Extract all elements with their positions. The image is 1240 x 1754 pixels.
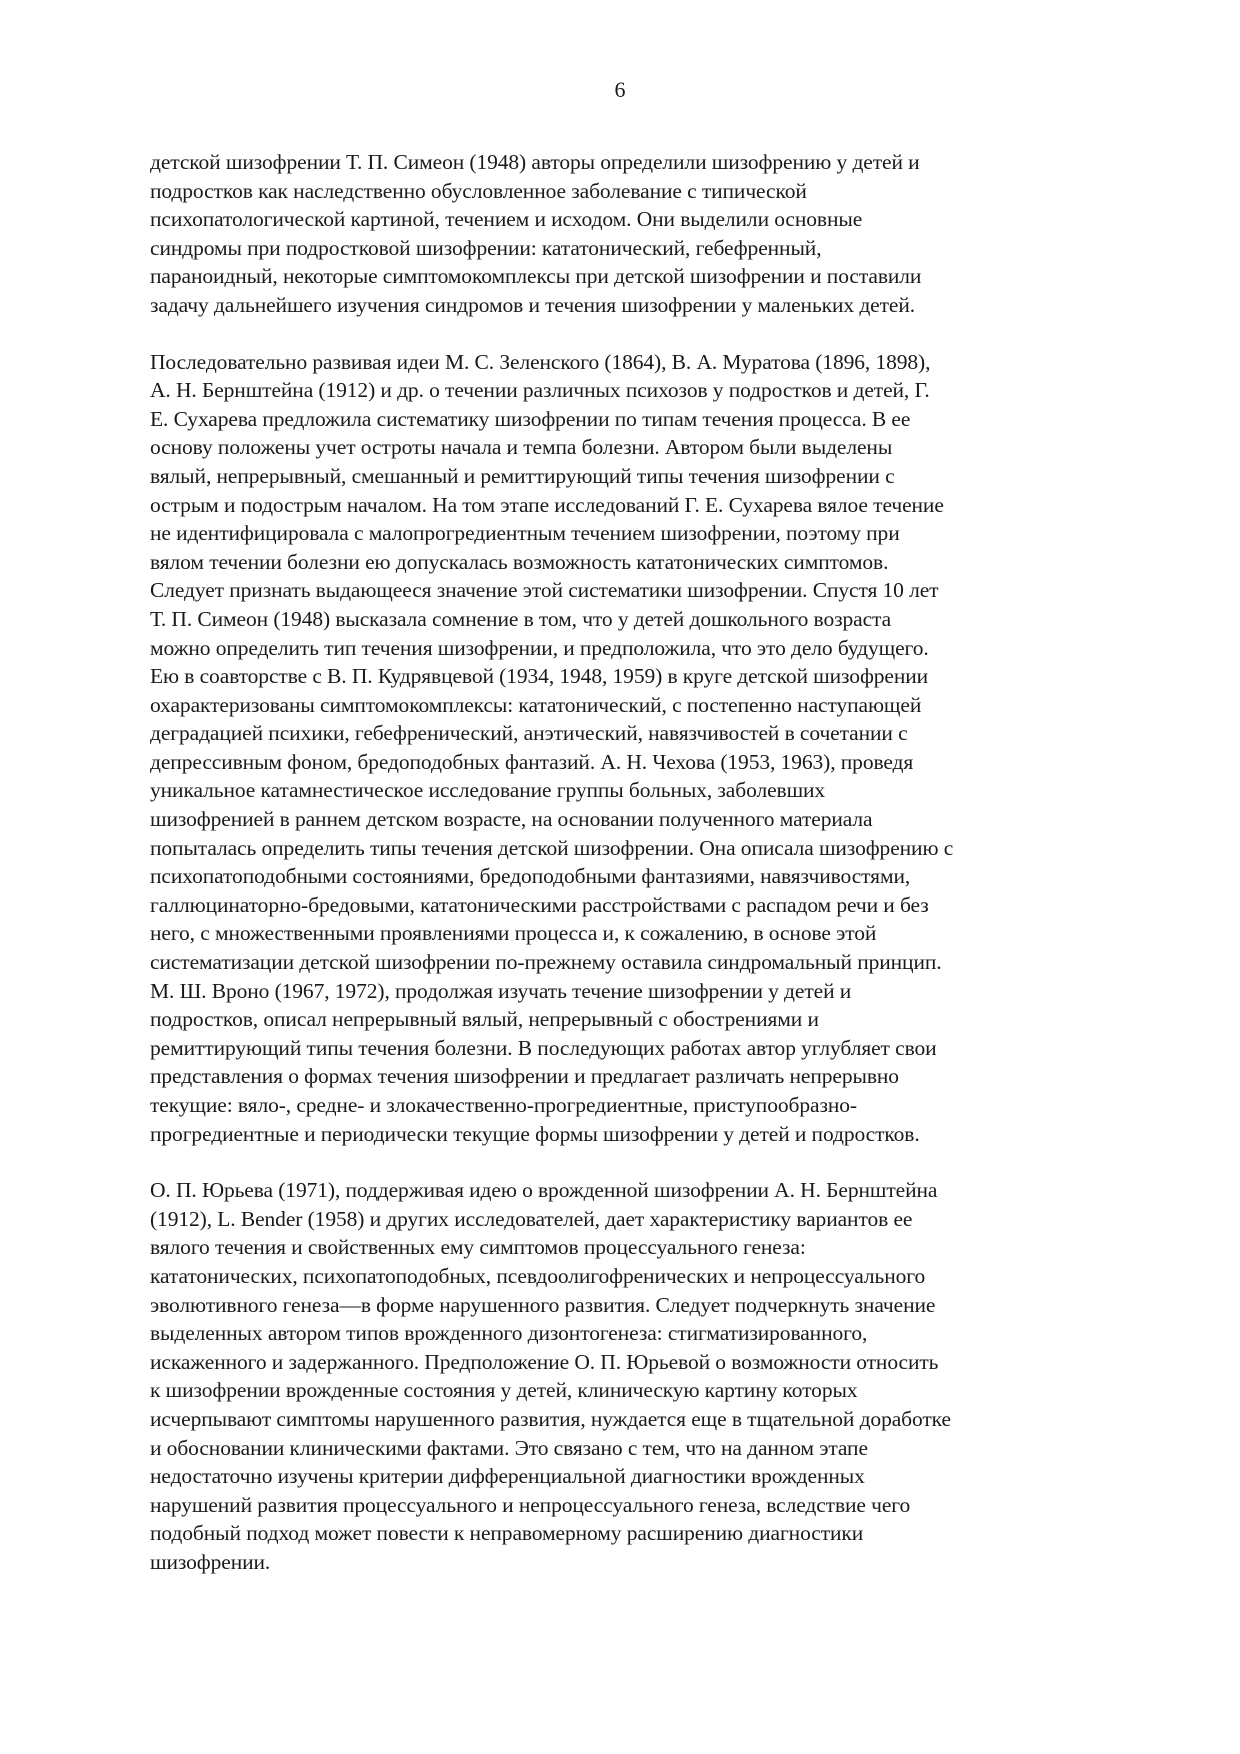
text-line: М. Ш. Вроно (1967, 1972), продолжая изучать течение шизофрении у детей и [150,978,852,1003]
text-line: Т. П. Симеон (1948) высказала сомнение в том, что у детей дошкольного возраста [150,606,892,631]
text-line: Ею в соавторстве с В. П. Кудрявцевой (1934, 1948, 1959) в круге детской шизофрении [150,664,929,689]
text-line: охарактеризованы симптомокомплексы: кататонический, с постепенно наступающей [150,692,922,717]
body-text [150,148,1110,1605]
text-line: можно определить тип течения шизофрении, и предположила, что это дело будущего. [150,635,929,660]
text-line: острым и подострым началом. На том этапе исследований Г. Е. Сухарева вялое течение [150,492,944,517]
text-line: Е. Сухарева предложила систематику шизофрении по типам течения процесса. В ее [150,406,911,431]
text-line: психопатоподобными состояниями, бредоподобными фантазиями, навязчивостями, [150,864,911,889]
text-line: (1912), L. Bender (1958) и других исследователей, дает характеристику вариантов ее [150,1206,913,1231]
text-line: него, с множественными проявлениями процесса и, к сожалению, в основе этой [150,921,877,946]
text-line: систематизации детской шизофрении по-прежнему оставила синдромальный принцип. [150,950,942,975]
text-line: деградацией психики, гебефренический, анэтический, навязчивостей в сочетании с [150,721,908,746]
text-line: недостаточно изучены критерии дифференциальной диагностики врожденных [150,1464,865,1489]
text-line: подобный подход может повести к неправомерному расширению диагностики [150,1521,864,1546]
text-line: подростков как наследственно обусловленное заболевание с типической [150,178,807,203]
text-line: шизофрении. [150,1549,271,1574]
text-line: уникальное катамнестическое исследование группы больных, заболевших [150,778,826,803]
text-line: основу положены учет остроты начала и темпа болезни. Автором были выделены [150,435,893,460]
text-line: представления о формах течения шизофрении и предлагает различать непрерывно [150,1064,899,1089]
text-line: текущие: вяло-, средне- и злокачественно-прогредиентные, приступообразно- [150,1093,857,1117]
page-number: 6 [614,77,626,102]
text-line: шизофренией в раннем детском возрасте, на основании полученного материала [150,807,873,832]
text-line: задачу дальнейшего изучения синдромов и течения шизофрении у маленьких детей. [150,292,916,317]
text-line: А. Н. Бернштейна (1912) и др. о течении различных психозов у подростков и детей, Г. [150,378,930,403]
text-line: искаженного и задержанного. Предположение О. П. Юрьевой о возможности относить [150,1349,939,1374]
text-line: попыталась определить типы течения детской шизофрении. Она описала шизофрению с [150,835,954,860]
text-line: ремиттирующий типы течения болезни. В последующих работах автор углубляет свои [150,1035,937,1060]
text-line: О. П. Юрьева (1971), поддерживая идею о врожденной шизофрении А. Н. Бернштейна [150,1178,938,1203]
paragraph-2 [150,348,1110,1149]
paragraph-3 [150,1176,1110,1576]
text-line: исчерпывают симптомы нарушенного развития, нуждается еще в тщательной доработке [150,1406,951,1431]
text-line: выделенных автором типов врожденного дизонтогенеза: стигматизированного, [150,1321,868,1346]
text-line: подростков, описал непрерывный вялый, непрерывный с обострениями и [150,1007,819,1032]
text-line: кататонических, психопатоподобных, псевдоолигофренических и непроцессуального [150,1263,926,1288]
text-line: детской шизофрении Т. П. Симеон (1948) авторы определили шизофрению у детей и [150,150,920,174]
text-line: и обосновании клиническими фактами. Это связано с тем, что на данном этапе [150,1435,868,1460]
text-line: не идентифицировала с малопрогредиентным течением шизофрении, поэтому при [150,521,900,546]
paragraph-1 [150,148,1110,320]
text-line: депрессивным фоном, бредоподобных фантазий. А. Н. Чехова (1953, 1963), проведя [150,749,914,774]
text-line: прогредиентные и периодически текущие формы шизофрении у детей и подростков. [150,1121,920,1146]
text-line: синдромы при подростковой шизофрении: кататонический, гебефренный, [150,235,822,260]
text-line: вялом течении болезни ею допускалась возможность кататонических симптомов. [150,549,889,574]
text-line: эволютивного генеза—в форме нарушенного развития. Следует подчеркнуть значение [150,1292,936,1317]
text-line: к шизофрении врожденные состояния у детей, клиническую картину которых [150,1378,858,1403]
text-line: Следует признать выдающееся значение этой систематики шизофрении. Спустя 10 лет [150,578,939,603]
text-line: параноидный, некоторые симптомокомплексы при детской шизофрении и поставили [150,264,922,289]
text-line: нарушений развития процессуального и непроцессуального генеза, вследствие чего [150,1492,911,1517]
text-line: Последовательно развивая идеи М. С. Зеленского (1864), В. А. Муратова (1896, 1898), [150,349,931,374]
text-line: вялый, непрерывный, смешанный и ремиттирующий типы течения шизофрении с [150,463,895,488]
text-line: психопатологической картиной, течением и исходом. Они выделили основные [150,207,863,232]
text-line: галлюцинаторно-бредовыми, кататоническими расстройствами с распадом речи и без [150,892,929,917]
text-line: вялого течения и свойственных ему симптомов процессуального генеза: [150,1235,806,1260]
